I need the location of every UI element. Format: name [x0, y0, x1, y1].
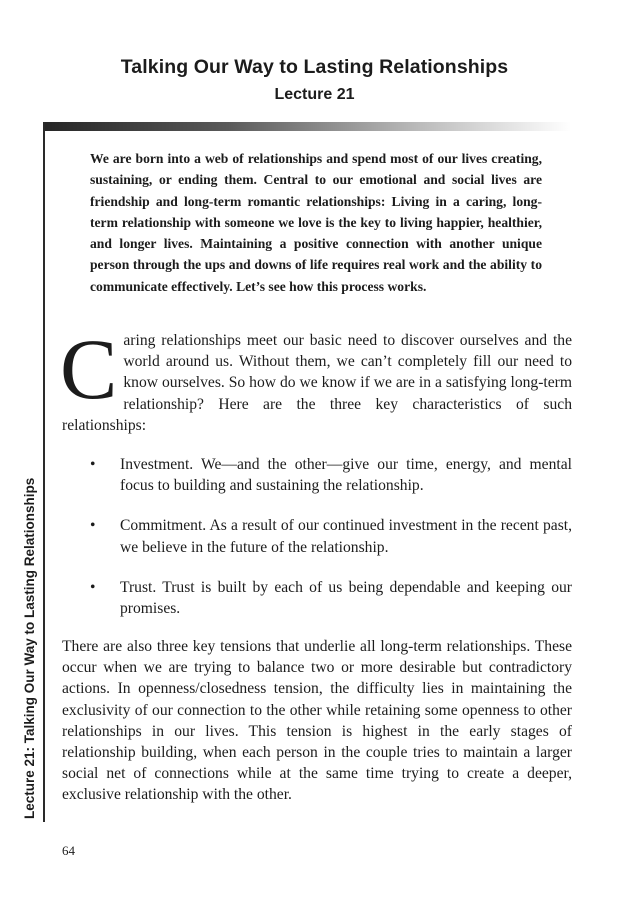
- list-item: [62, 454, 572, 496]
- bullet-marker: •: [90, 578, 96, 596]
- list-item-text: Trust. Trust is built by each of us being dependable and keeping our promises.: [120, 578, 572, 618]
- intro-summary: We are born into a web of relationships and spend most of our lives creating, sustaining, or ending them. Central to our emotional and social lives are friendship and long-term romantic relationships: Living in a caring, long-term relationship with someone we love is the key to living happier, healthier, and longer lives. Maintaining a positive connection with another unique person through the ups and downs of life requires real work and the ability to communicate effectively. Let’s see how this process works.: [90, 151, 542, 294]
- list-item: [62, 515, 572, 557]
- page-title: Talking Our Way to Lasting Relationships: [120, 56, 509, 78]
- page-number: 64: [62, 843, 75, 858]
- paragraph-1-text: aring relationships meet our basic need to discover ourselves and the world around us. Without them, we can’t completely fill our need to know ourselves. So how do we know if we are in a satisfying long-term relationship? Here are the three key characteristics of such relationships:: [62, 332, 572, 434]
- list-item-text: Commitment. As a result of our continued investment in the recent past, we believe in the future of the relationship.: [120, 517, 572, 556]
- list-item-text: Investment. We—and the other—give our time, energy, and mental focus to building and sustaining the relationship.: [120, 456, 572, 495]
- bullet-marker: •: [90, 456, 96, 473]
- paragraph-1: [60, 321, 572, 436]
- list-item: [62, 577, 572, 619]
- characteristics-list: [62, 454, 572, 638]
- bullet-marker: •: [90, 517, 96, 535]
- vertical-running-header: Lecture 21: Talking Our Way to Lasting Relationships: [22, 477, 37, 819]
- paragraph-2: There are also three key tensions that underlie all long-term relationships. These occur when we are trying to balance two or more desirable but contradictory actions. In openness/closedness tension, the difficulty lies in maintaining the exclusivity of our connection to the other while retaining some openness to other relationships in our lives. This tension is highest in the early stages of relationship building, when each person in the couple tries to maintain a larger social net of connections while at the same time trying to create a deeper, exclusive relationship with the other.: [62, 638, 572, 804]
- drop-cap: C: [60, 321, 118, 417]
- lecture-number: Lecture 21: [274, 86, 355, 103]
- left-margin-rule: [43, 122, 45, 822]
- header-gradient-rule: [43, 122, 571, 131]
